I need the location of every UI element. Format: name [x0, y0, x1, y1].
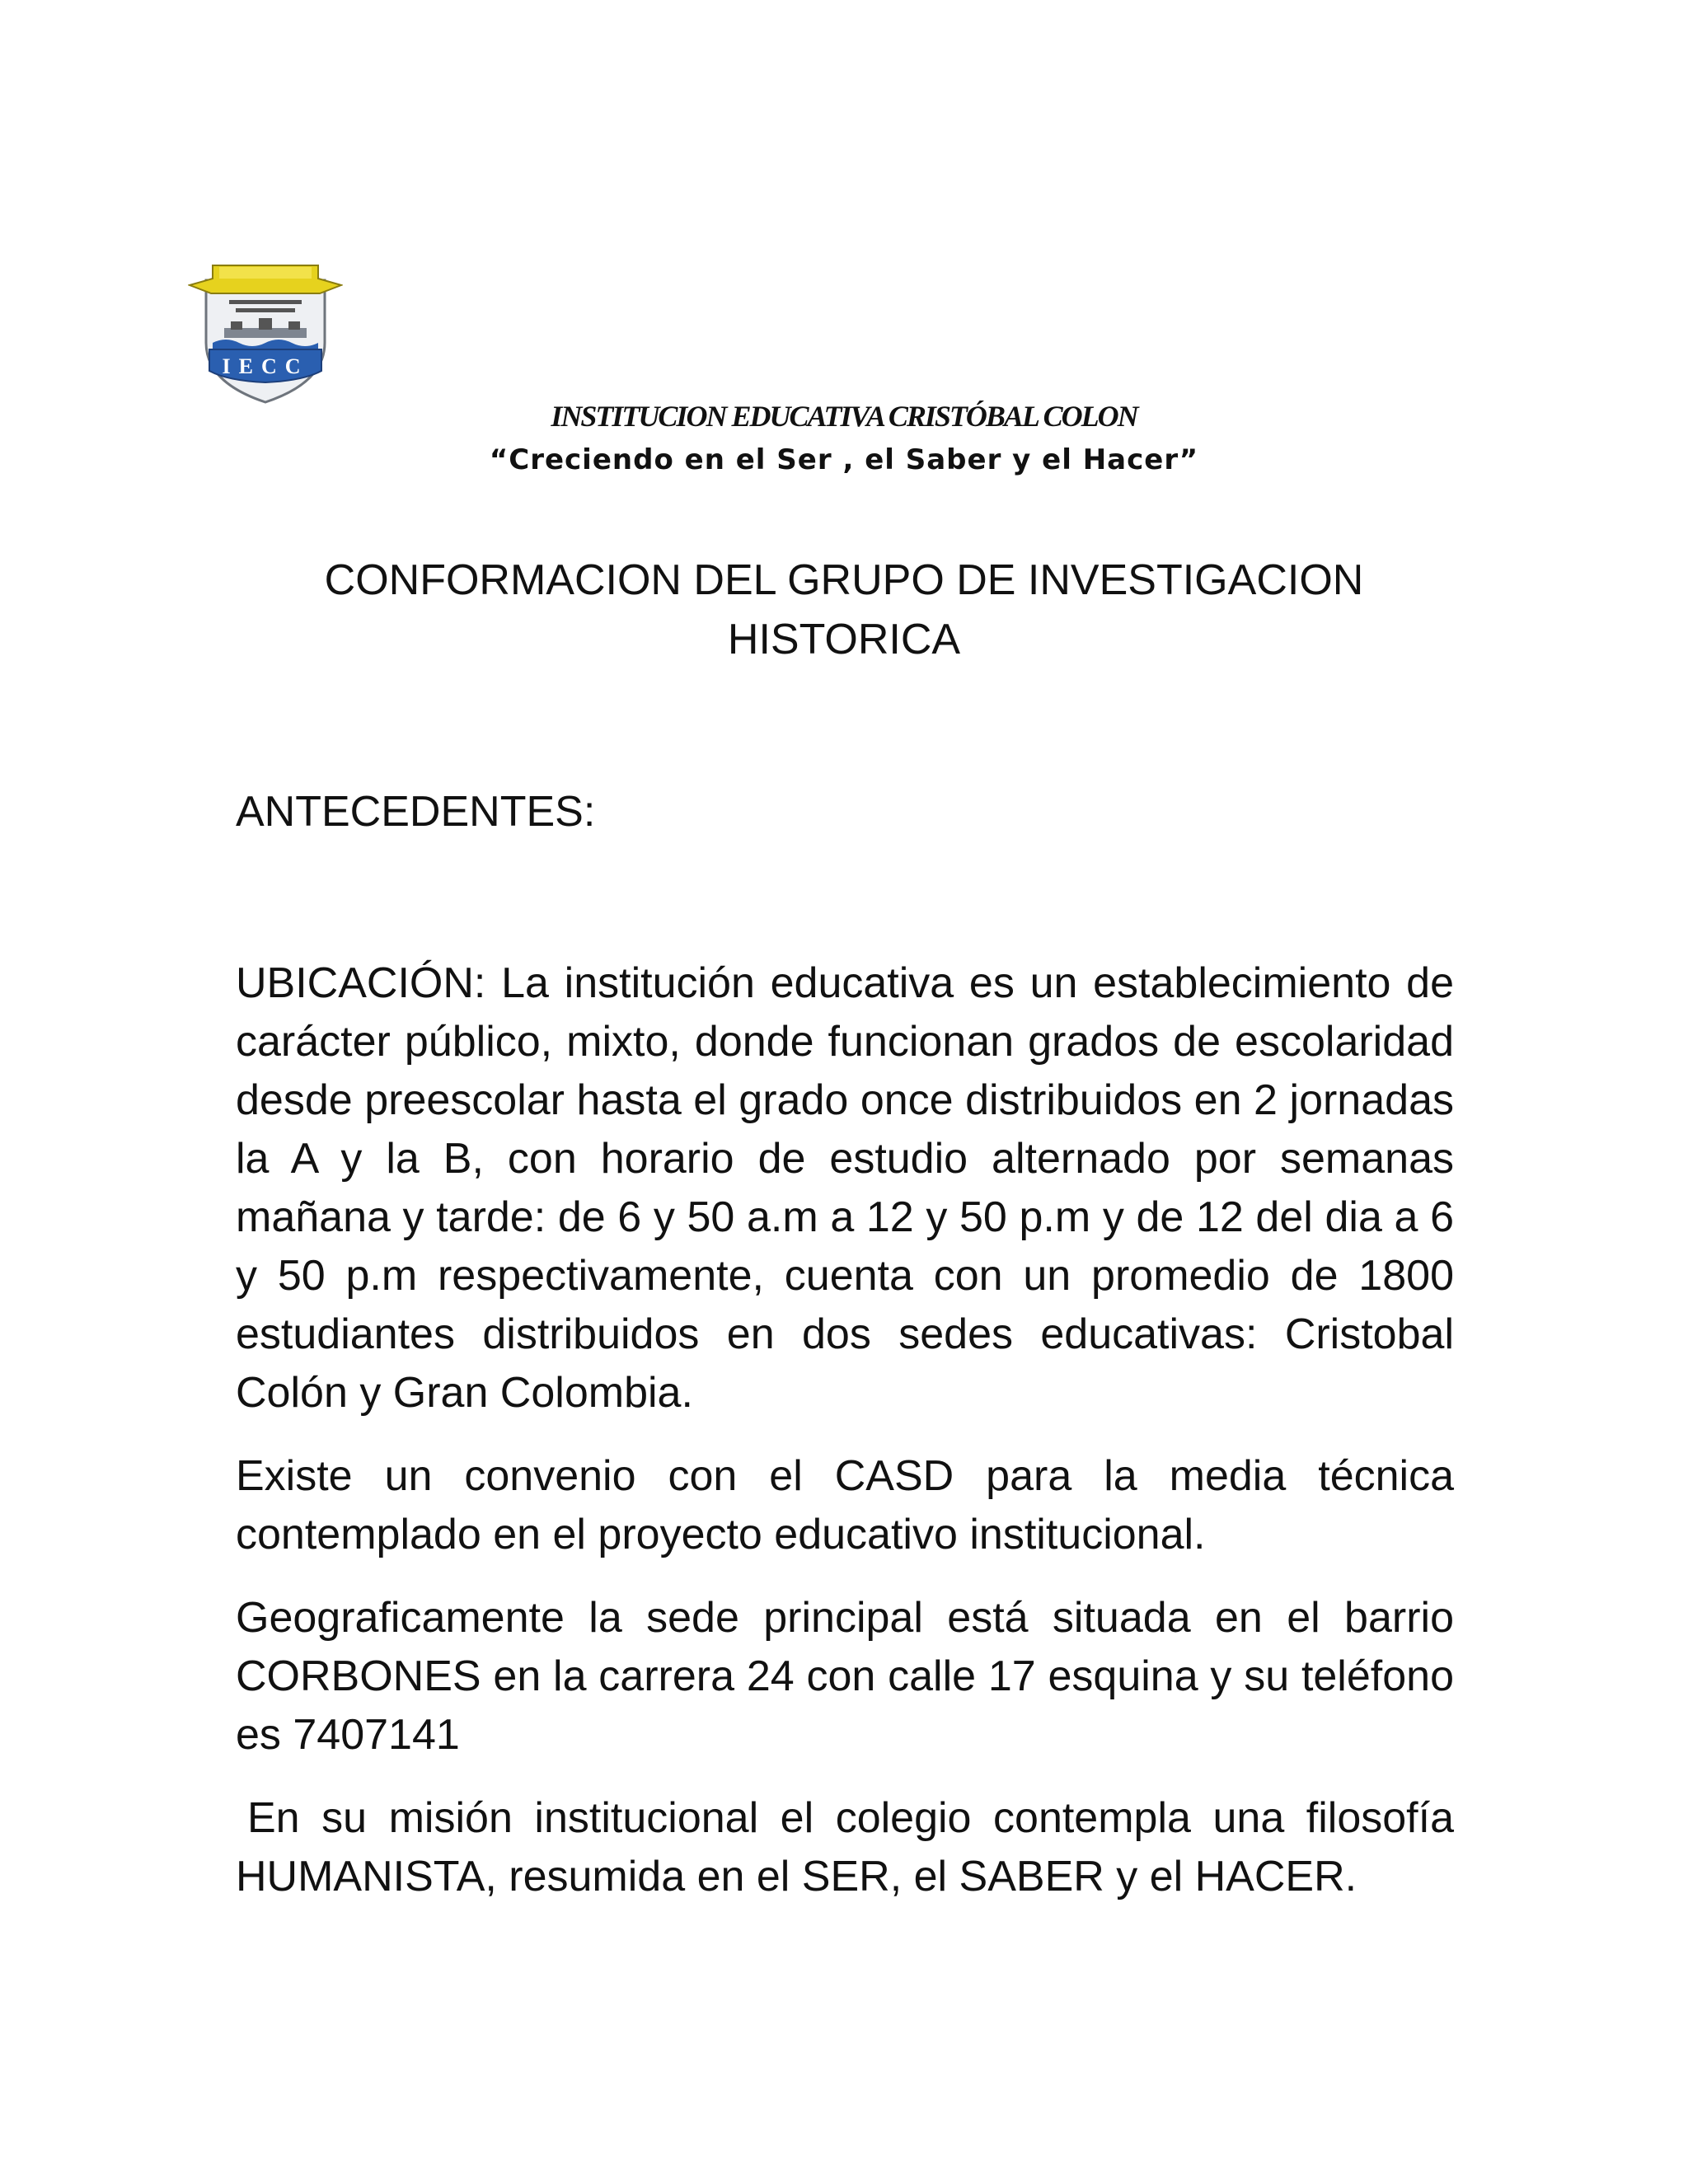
document-body [236, 954, 1454, 1931]
paragraph-agreement: Existe un convenio con el CASD para la media técnica contemplado en el proyecto educativo institucional. [236, 1452, 1454, 1558]
school-crest-logo [188, 257, 343, 405]
document-title-line-2: HISTORICA [727, 616, 961, 663]
institution-motto: “Creciendo en el Ser , el Saber y el Hacer” [489, 443, 1199, 476]
institution-name: INSTITUCION EDUCATIVA CRISTÓBAL COLON [551, 400, 1137, 433]
document-title [247, 551, 1441, 669]
paragraph-geography: Geograficamente la sede principal está situada en el barrio CORBONES en la carrera 24 con calle 17 esquina y su teléfono es 7407141 [236, 1594, 1454, 1759]
crest-initials: IECC [222, 354, 309, 378]
paragraph-mission: En su misión institucional el colegio contempla una filosofía HUMANISTA, resumida en el SER, el SABER y el HACER. [236, 1794, 1454, 1900]
section-heading: ANTECEDENTES: [236, 788, 596, 836]
document-title-line-1: CONFORMACION DEL GRUPO DE INVESTIGACION [324, 556, 1364, 604]
paragraph-location: UBICACIÓN: La institución educativa es un establecimiento de carácter público, mixto, donde funcionan grados de escolaridad desde preescolar hasta el grado once distribuidos en 2 jornadas la A y la B, con horario de estudio alternado por semanas mañana y tarde: de 6 y 50 a.m a 12 y 50 p.m y de 12 del dia a 6 y 50 p.m respectivamente, cuenta con un promedio de 1800 estudiantes distribuidos en dos sedes educativas: Cristobal Colón y Gran Colombia. [236, 959, 1454, 1417]
